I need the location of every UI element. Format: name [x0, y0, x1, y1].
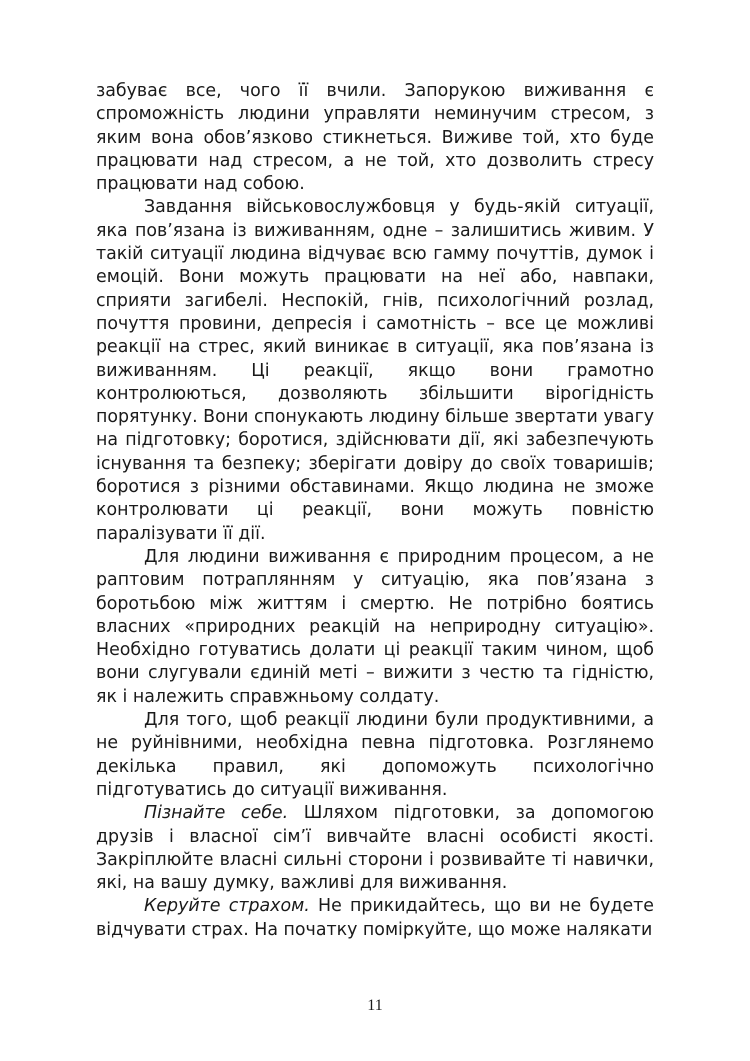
paragraph-know-yourself [96, 802, 654, 895]
rule-heading: Пізнайте себе. [144, 803, 289, 824]
paragraph-text: Для того, щоб реакції людини були продуктивними, а не руйнівними, необхідна певна підготовка. Розглянемо декілька правил, які допоможуть психологічно підготуватись до ситуації виживання. [96, 710, 654, 800]
rule-heading: Керуйте страхом. [144, 896, 310, 917]
paragraph-text: Завдання військовослужбовця у будь-якій ситуації, яка пов’язана із виживанням, одне – залишитись живим. У такій ситуації людина відчуває всю гамму почуттів, думок і емоцій. Вони можуть працювати на неї або, навпаки, сприяти загибелі. Неспокій, гнів, психологічний розлад, почуття провини, депресія і самотність – все це можливі реакції на стрес, який виникає в ситуації, яка пов’язана із виживанням. Ці реакції, якщо вони грамотно контролюються, дозволяють збільшити вірогідність порятунку. Вони спонукають людину більше звертати увагу на підготовку; боротися, здійснювати дії, які забезпечують існування та безпеку; зберігати довіру до своїх товаришів; боротися з різними обставинами. Якщо людина не зможе контролювати ці реакції, вони можуть повністю паралізувати її дії. [96, 197, 654, 544]
paragraph-text: Шляхом підготовки, за допомогою друзів і власної сім’ї вивчайте власні особисті якості. Закріплюйте власні сильні сторони і розвивайте ті навички, які, на вашу думку, важливі для виживання. [96, 803, 654, 894]
body-text [96, 80, 654, 942]
paragraph-natural-process [96, 546, 654, 709]
page-number: 11 [367, 997, 383, 1014]
paragraph-text: Не прикидайтесь, що ви не будете відчувати страх. На початку поміркуйте, що може налякати [96, 896, 654, 940]
paragraph-text: забуває все, чого її вчили. Запорукою виживання є спроможність людини управляти неминучим стресом, з яким вона обов’язково стикнеться. Виживе той, хто буде працювати над стресом, а не той, хто дозволить стресу працювати над собою. [96, 81, 654, 195]
paragraph-manage-fear [96, 895, 654, 942]
paragraph-continuation [96, 80, 654, 196]
paragraph-text: Для людини виживання є природним процесом, а не раптовим потраплянням у ситуацію, яка пов’язана з боротьбою між життям і смертю. Не потрібно боятись власних «природних реакцій на неприродну ситуацію». Необхідно готуватись долати ці реакції таким чином, щоб вони слугували єдиній меті – вижити з честю та гідністю, як і належить справжньому солдату. [96, 546, 654, 707]
paragraph-survival-task [96, 196, 654, 545]
paragraph-preparation-rules [96, 709, 654, 802]
